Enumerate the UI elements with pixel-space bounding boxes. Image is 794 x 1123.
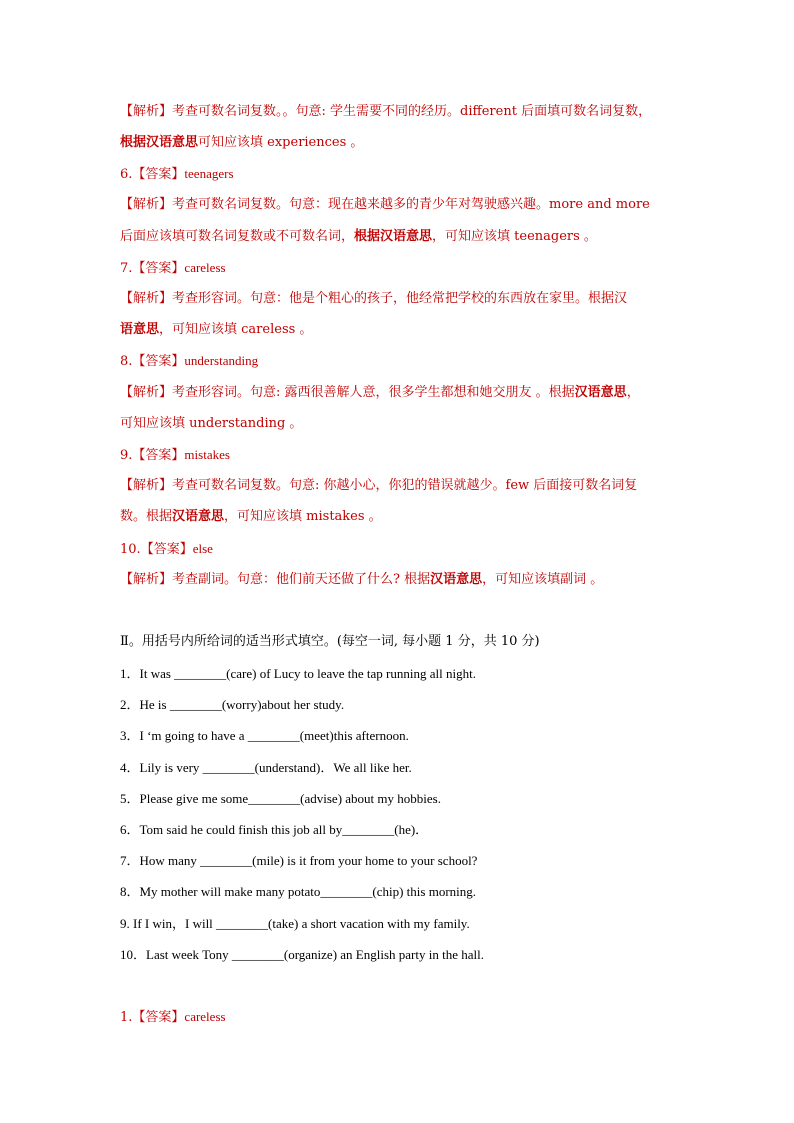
analysis-text: 可知应该填 understanding 。	[120, 416, 303, 431]
analysis-text: 考查可数名词复数。。句意: 学生需要不同的经历。different 后面填可数名词复数，	[172, 104, 652, 119]
analysis-text: 考查形容词。句意: 露西很善解人意，很多学生都想和她交朋友 。根据	[172, 385, 575, 400]
explanation-line	[120, 291, 680, 307]
analysis-tag: 【解析】	[120, 478, 173, 493]
answer-value: understanding	[184, 353, 259, 368]
explanation-line	[120, 416, 680, 432]
question-item: 10．Last week Tony ________(organize) an English party in the hall.	[120, 947, 484, 962]
analysis-text: 考查形容词。句意：他是个粗心的孩子，他经常把学校的东西放在家里。根据汉	[172, 291, 628, 306]
analysis-text: 考查可数名词复数。句意：现在越来越多的青少年对驾驶感兴趣。more and more	[172, 197, 650, 212]
answer-tag: 【答案】	[132, 448, 185, 463]
question-item: 5．Please give me some________(advise) about my hobbies.	[120, 791, 441, 806]
analysis-text: 后面应该填可数名词复数或不可数名词，	[120, 229, 355, 244]
answer-tag: 【答案】	[132, 354, 185, 369]
question-item: 7．How many ________(mile) is it from your home to your school?	[120, 853, 478, 868]
analysis-text: ，可知应该填 mistakes 。	[224, 509, 382, 524]
analysis-tag: 【解析】	[120, 385, 173, 400]
answer-tag: 【答案】	[132, 167, 185, 182]
answer-line	[120, 447, 680, 464]
question-item: 4．Lily is very ________(understand)．We all like her.	[120, 760, 412, 775]
explanation-line	[120, 229, 680, 245]
explanation-line	[120, 478, 680, 494]
answer-number: 6.	[120, 167, 133, 182]
analysis-tag: 【解析】	[120, 291, 173, 306]
explanation-line	[120, 135, 680, 151]
explanation-line	[120, 197, 680, 213]
highlight-text: 根据汉语意思	[120, 135, 199, 150]
answer-tag: 【答案】	[132, 261, 185, 276]
explanation-line	[120, 509, 680, 525]
answer-line	[120, 166, 680, 183]
highlight-text: 根据汉语意思	[354, 229, 433, 244]
answer-number: 9.	[120, 448, 133, 463]
analysis-tag: 【解析】	[120, 197, 173, 212]
answer-number: 8.	[120, 354, 133, 369]
analysis-text: ，可知应该填 teenagers 。	[432, 229, 597, 244]
analysis-text: ，可知应该填 careless 。	[159, 322, 313, 337]
answer-line	[120, 353, 680, 370]
answer-value: careless	[184, 1009, 226, 1024]
question-item: 8．My mother will make many potato________(chip) this morning.	[120, 884, 477, 899]
answer-value: careless	[184, 260, 226, 275]
answer-tag: 【答案】	[140, 542, 193, 557]
highlight-text: 语意思	[120, 322, 160, 337]
analysis-tag: 【解析】	[120, 104, 173, 119]
answer-line	[120, 260, 680, 277]
answer-value: teenagers	[184, 166, 234, 181]
answer-number: 1.	[120, 1010, 133, 1025]
answer-line	[120, 1009, 680, 1026]
highlight-text: 汉语意思	[430, 572, 483, 587]
explanation-line	[120, 104, 680, 120]
answer-value: mistakes	[184, 447, 230, 462]
section-heading: Ⅱ。用括号内所给词的适当形式填空。(每空一词, 每小题 1 分，共 10 分)	[120, 634, 540, 649]
analysis-text: ，可知应该填副词 。	[482, 572, 604, 587]
explanation-line	[120, 572, 680, 588]
highlight-text: 汉语意思	[574, 385, 627, 400]
answer-number: 10.	[120, 542, 141, 557]
answer-line	[120, 541, 680, 558]
explanation-line	[120, 385, 680, 401]
answer-value: else	[192, 541, 213, 556]
answer-number: 7.	[120, 261, 133, 276]
question-item: 6．Tom said he could finish this job all by________(he)．	[120, 822, 429, 837]
analysis-text: ，	[626, 385, 640, 400]
question-item: 3．I ‘m going to have a ________(meet)this afternoon.	[120, 728, 409, 743]
analysis-text: 数。根据	[120, 509, 173, 524]
question-item: 2．He is ________(worry)about her study.	[120, 697, 345, 712]
analysis-tag: 【解析】	[120, 572, 173, 587]
answer-tag: 【答案】	[132, 1010, 185, 1025]
question-item: 9. If I win，I will ________(take) a short vacation with my family.	[120, 916, 470, 931]
question-item: 1．It was ________(care) of Lucy to leave the tap running all night.	[120, 666, 476, 681]
analysis-text: 考查可数名词复数。句意: 你越小心，你犯的错误就越少。few 后面接可数名词复	[172, 478, 638, 493]
highlight-text: 汉语意思	[172, 509, 225, 524]
analysis-text: 可知应该填 experiences 。	[198, 135, 364, 150]
explanation-line	[120, 322, 680, 338]
analysis-text: 考查副词。句意：他们前天还做了什么? 根据	[172, 572, 431, 587]
